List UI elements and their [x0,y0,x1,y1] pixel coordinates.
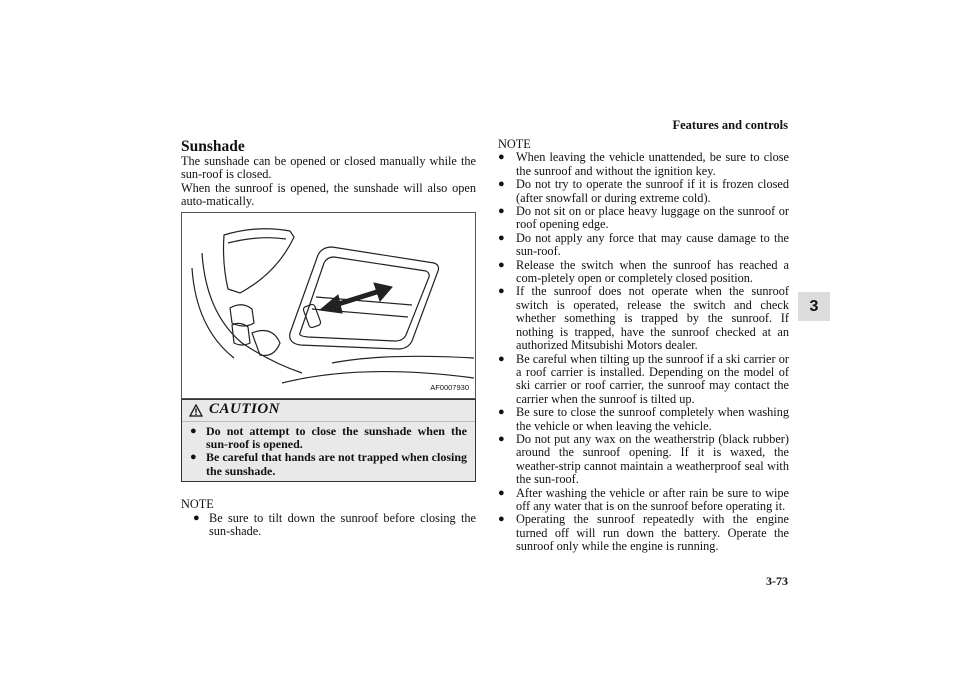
caution-label: CAUTION [209,401,281,418]
intro-paragraph-2: When the sunroof is opened, the sunshade will also open auto-matically. [181,180,476,209]
note-label: NOTE [498,137,531,151]
bullet-icon: ● [498,285,505,298]
note-item: ● When leaving the vehicle unattended, be sure to close the sunroof and without the ignition key. [498,150,789,178]
note-item: ● Be sure to close the sunroof completely when washing the vehicle or when leaving the vehicle. [498,405,789,433]
caution-item: ● Do not attempt to close the sunshade when the sun-roof is opened. [190,423,467,452]
left-column [181,138,476,538]
note-label: NOTE [181,497,214,512]
note-item: ● Be careful when tilting up the sunroof if a ski carrier or a roof carrier is installed. Depending on the model of ski carrier or roof carrier, the sunroof may contact the carrier when the sunroof is tilted up. [498,351,789,406]
bullet-icon: ● [498,178,505,191]
note-item: ● Operating the sunroof repeatedly with the engine turned off will run down the battery. Operate the sunroof only while the engine is running. [498,512,789,554]
bullet-icon: ● [498,151,505,164]
note-item: ● Do not apply any force that may cause damage to the sun-roof. [498,230,789,259]
note-item: ● Do not sit on or place heavy luggage on the sunroof or roof opening edge. [498,204,789,232]
note-item: ● Do not try to operate the sunroof if it is frozen closed (after snowfall or during extreme cold). [498,177,789,205]
bullet-icon: ● [498,432,505,445]
caution-item: ● Be careful that hands are not trapped when closing the sunshade. [190,450,467,478]
caution-header [182,400,475,422]
note-item: ● If the sunroof does not operate when the sunroof switch is operated, release the switch and check whether something is trapped by the sunroof. If nothing is trapped, have the sunroof checked at an authorized Mitsubishi Motors dealer. [498,284,789,353]
bullet-icon: ● [193,511,200,524]
bullet-icon: ● [498,406,505,419]
page-header-title: Features and controls [672,118,788,132]
note-item: ● After washing the vehicle or after rain be sure to wipe off any water that is on the sunroof before operating it. [498,485,789,513]
section-title: Sunshade [181,138,245,155]
bullet-icon: ● [498,486,505,499]
note-item: ● Do not put any wax on the weatherstrip (black rubber) around the sunroof opening. If it is waxed, the weather-strip cannot maintain a weatherproof seal with the sun-roof. [498,431,789,487]
bullet-icon: ● [190,451,197,464]
right-column [498,138,789,554]
intro-paragraph: The sunshade can be opened or closed manually while the sun-roof is closed. [181,154,476,182]
caution-body [182,422,475,482]
bullet-icon: ● [498,205,505,218]
caution-box [181,399,476,483]
figure-id: AF0007930 [430,383,469,393]
sunroof-drawing [182,213,475,398]
bullet-icon: ● [498,258,505,271]
sunshade-illustration [181,212,476,399]
chapter-tab: 3 [798,292,830,321]
warning-triangle-icon [189,404,203,417]
note-item: ● Release the switch when the sunroof has reached a com-pletely open or completely closed position. [498,257,789,286]
page-number: 3-73 [766,574,788,588]
bullet-icon: ● [498,352,505,365]
bullet-icon: ● [498,231,505,244]
bullet-icon: ● [190,424,197,437]
note-item: ● Be sure to tilt down the sunroof before closing the sun-shade. [193,510,476,539]
bullet-icon: ● [498,513,505,526]
